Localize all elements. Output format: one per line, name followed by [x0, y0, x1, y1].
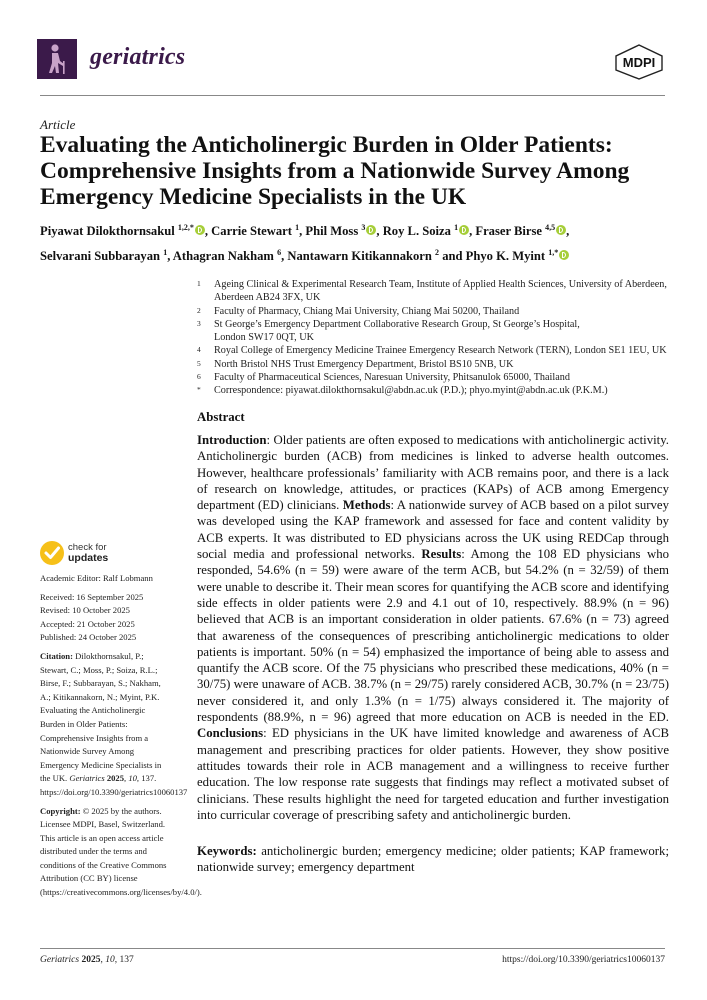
keywords-text: anticholinergic burden; emergency medicine; older patients; KAP framework; nationwide survey; emergency department [197, 844, 669, 875]
affiliation-number: 4 [197, 345, 201, 355]
author-affiliation-sup: 1,* [548, 248, 559, 257]
abstract-section-label: Introduction [197, 433, 267, 447]
date-received: Received: 16 September 2025 [40, 591, 144, 602]
copyright [40, 805, 202, 900]
affiliation-text: Faculty of Pharmacy, Chiang Mai University, Chiang Mai 50200, Thailand [214, 305, 520, 317]
date-revised: Revised: 10 October 2025 [40, 605, 130, 616]
affiliation-item [197, 344, 677, 357]
abstract-section-text: : Among the 108 ED physicians who responded, 54.6% (n = 59) were aware of the term ACB, but 54.2% (n = 32/59) of them were unable to describe it. Their mean scores for quantifying the ACB score and identifying side effects in older patients were 2.9 and 4.1 out of 10, respectively. 88.9% (n = 96) believed that ACB is an important consideration in older patients. 67.6% (n = 73) agreed that awareness of the consequences of prescribing anticholinergic medications to older patients is important. 50% (n = 54) emphasized the importance of being able to assess and quantify the ACB score. Of the 75 physicians who prescribed these medications, 40% (n = 30/75) were unaware of ACB. 38.7% (n = 29/75) rarely considered ACB, 30.7% (n = 23/75) never considered it, and only 1.3% (n = 1/75) always considered it. The majority of respondents (88.9%, n = 96) agreed that more education on ACB is needed in the ED. [197, 547, 670, 725]
affiliation-text: St George’s Emergency Department Collaborative Research Group, St George’s Hospital, London SW17 0QT, UK [214, 318, 580, 344]
citation-label: Citation: [40, 650, 73, 661]
updates-text: updates [68, 552, 109, 564]
mdpi-logo[interactable] [612, 43, 666, 81]
correspondence-item [197, 384, 677, 397]
author-name[interactable]: Carrie Stewart [211, 224, 292, 238]
affiliation-text: North Bristol NHS Trust Emergency Department, Bristol BS10 5NB, UK [214, 358, 514, 370]
citation-journal: Geriatrics [69, 773, 105, 784]
check-for-updates-icon [40, 541, 64, 565]
footer-doi-link[interactable]: https://doi.org/10.3390/geriatrics10060137 [502, 955, 665, 965]
article-type: Article [40, 117, 76, 132]
article-title [40, 132, 680, 210]
author-affiliation-sup: 4,5 [545, 223, 556, 232]
author-name[interactable]: Athagran Nakham [172, 249, 274, 263]
author-name[interactable]: Roy L. Soiza [382, 224, 451, 238]
footer-year: 2025 [81, 955, 101, 965]
footer-article-number: , 137 [114, 955, 134, 965]
affiliation-item [197, 358, 677, 371]
abstract-body [197, 432, 669, 823]
author-affiliation-sup: 1 [163, 248, 168, 257]
date-published: Published: 24 October 2025 [40, 632, 137, 643]
and-word: and [442, 249, 463, 263]
author-name[interactable]: Piyawat Dilokthornsakul [40, 224, 175, 238]
journal-name[interactable]: geriatrics [90, 44, 186, 70]
abstract-section-text: : A nationwide survey of ACB based on a pilot survey was developed using the KAP framework and assessed for face and content validity by ACB experts. It was distributed to ED physicians across the UK using REDCap through social media and professional networks. [197, 498, 669, 562]
affiliation-item [197, 318, 677, 345]
author-affiliation-sup: 1 [295, 223, 300, 232]
author-affiliation-sup: 1,2,* [177, 223, 194, 232]
check-for-updates-label [68, 543, 108, 563]
affiliation-number: 2 [197, 305, 201, 315]
academic-editor: Academic Editor: Ralf Lobmann [40, 573, 153, 583]
citation: Citation: Dilokthornsakul, P.; Stewart, C.; Moss, P.; Soiza, R.L.; Birse, F.; Subbarayan, S.; Nakham, A.; Kitikannakorn, N.; Myint, P.K. Evaluating the Anticholinergic Burden in Older Patients: Comprehensive Insights from a Nationwide Survey Among Emergency Medicine Specialists in the UK. Geriatrics 2025, 10, 137. https://doi.org/10.3390/geriatrics10060137 [40, 650, 188, 797]
keywords [197, 843, 669, 876]
footer-volume: 10 [105, 955, 115, 965]
footer-divider [40, 948, 665, 949]
abstract-heading: Abstract [197, 410, 245, 424]
affiliation-item [197, 305, 677, 318]
author-line: Selvarani Subbarayan $^1$, Athagran Nakham $^6$, Nantawarn Kitikannakorn $^2$ and Phyo K. Myint $^{1,*}$ [40, 242, 680, 267]
citation-year: 2025 [104, 773, 125, 784]
check-for-updates-button[interactable] [40, 539, 110, 567]
orcid-icon[interactable] [559, 250, 569, 260]
author-name[interactable]: Fraser Birse [475, 224, 542, 238]
walking-cane-person-icon [37, 39, 77, 79]
footer-citation: Geriatrics 2025, 10, 137 [40, 955, 134, 965]
article-info-sidebar [40, 572, 202, 905]
affiliation-number: 6 [197, 372, 201, 382]
orcid-icon[interactable] [556, 225, 566, 235]
citation-doi[interactable]: , 137. https://doi.org/10.3390/geriatrics10060137 [40, 773, 188, 797]
affiliations-list [197, 278, 677, 398]
citation-text: Dilokthornsakul, P.; Stewart, C.; Moss, P.; Soiza, R.L.; Birse, F.; Subbarayan, S.; Nakham, A.; Kitikannakorn, N.; Myint, P.K. Evaluating the Anticholinergic Burden in Older Patients: Comprehensive Insights from a Nationwide Survey Among Emergency Medicine Specialists in the UK. [40, 650, 162, 784]
copyright-text: © 2025 by the authors. Licensee MDPI, Basel, Switzerland. This article is an open access article distributed under the terms and conditions of the Creative Commons Attribution (CC BY) license (https://creativecommons.org/licenses/by/4.0/). [40, 805, 202, 898]
journal-logo[interactable] [37, 39, 77, 79]
affiliation-text: Faculty of Pharmaceutical Sciences, Naresuan University, Phitsanulok 65000, Thailand [214, 372, 570, 384]
abstract-section-label: Results [421, 547, 462, 562]
title-line: Emergency Medicine Specialists in the UK [40, 184, 467, 210]
affiliation-text: Royal College of Emergency Medicine Trainee Emergency Research Network (TERN), London SE1 1EU, UK [214, 345, 667, 357]
header-divider [40, 95, 665, 96]
affiliation-item [197, 371, 677, 384]
affiliation-number: 5 [197, 358, 201, 368]
orcid-icon[interactable] [366, 225, 376, 235]
abstract-section-label: Methods [342, 498, 391, 513]
author-name[interactable]: Selvarani Subbarayan [40, 249, 161, 263]
author-affiliation-sup: 6 [277, 248, 282, 257]
correspondence-text[interactable]: Correspondence: piyawat.dilokthornsakul@abdn.ac.uk (P.D.); phyo.myint@abdn.ac.uk (P.K.M.) [214, 385, 608, 397]
affiliation-number: 3 [197, 318, 201, 328]
author-affiliation-sup: 2 [435, 248, 440, 257]
svg-text:MDPI: MDPI [622, 55, 656, 70]
affiliation-number: 1 [197, 279, 201, 288]
publication-dates [40, 591, 170, 645]
affiliation-item [197, 278, 677, 305]
author-line: Piyawat Dilokthornsakul $^{1,2,*}$ , Carrie Stewart $^1$, Phil Moss $^3$ , Roy L. Soiza $^1$ , Fraser Birse $^{4,5}$ , [40, 223, 570, 238]
title-line: Evaluating the Anticholinergic Burden in Older Patients: [40, 132, 613, 158]
affiliation-number: * [197, 385, 201, 395]
check-for-text: check for [68, 542, 107, 553]
copyright-label: Copyright: [40, 805, 81, 816]
affiliation-text: Ageing Clinical & Experimental Research Team, Institute of Applied Health Sciences, University of Aberdeen, Aberdeen AB24 3FX, UK [214, 279, 667, 304]
citation-volume: 10 [128, 773, 137, 784]
abstract-section-text: : ED physicians in the UK have limited knowledge and awareness of ACB management and prescribing practices for older patients. However, they show positive attitudes towards their role in ACB management and a willingness to receive further education. The low response rate suggests that findings may reflect a motivated subset of clinicians. These results highlight the need for targeted education and further investigation into curricular coverage of prescribing safety and anticholinergic burden. [197, 726, 669, 822]
author-list [40, 217, 680, 267]
abstract-section-label: Conclusions [197, 726, 264, 741]
author-affiliation-sup: 1 [454, 223, 459, 232]
author-name[interactable]: Nantawarn Kitikannakorn [287, 249, 432, 263]
title-line: Comprehensive Insights from a Nationwide Survey Among [40, 158, 630, 184]
footer-journal: Geriatrics [40, 955, 80, 965]
abstract-section-text: : Older patients are often exposed to medications with anticholinergic activity. Anticholinergic burden (ACB) from medicines is linked to adverse health outcomes. However, healthcare professionals’ familiarity with ACB remains poor, and there is a lack of research on knowledge, attitudes, or practices (KAPs) of ACB among Emergency department (ED) clinicians. [197, 433, 669, 513]
orcid-icon[interactable] [459, 225, 469, 235]
mdpi-hexagon-logo-icon [612, 43, 666, 81]
orcid-icon[interactable] [195, 225, 205, 235]
author-name[interactable]: Phil Moss [305, 224, 359, 238]
keywords-label: Keywords: [197, 844, 257, 858]
date-accepted: Accepted: 21 October 2025 [40, 618, 135, 629]
author-name[interactable]: Phyo K. Myint [465, 249, 546, 263]
author-affiliation-sup: 3 [361, 223, 366, 232]
